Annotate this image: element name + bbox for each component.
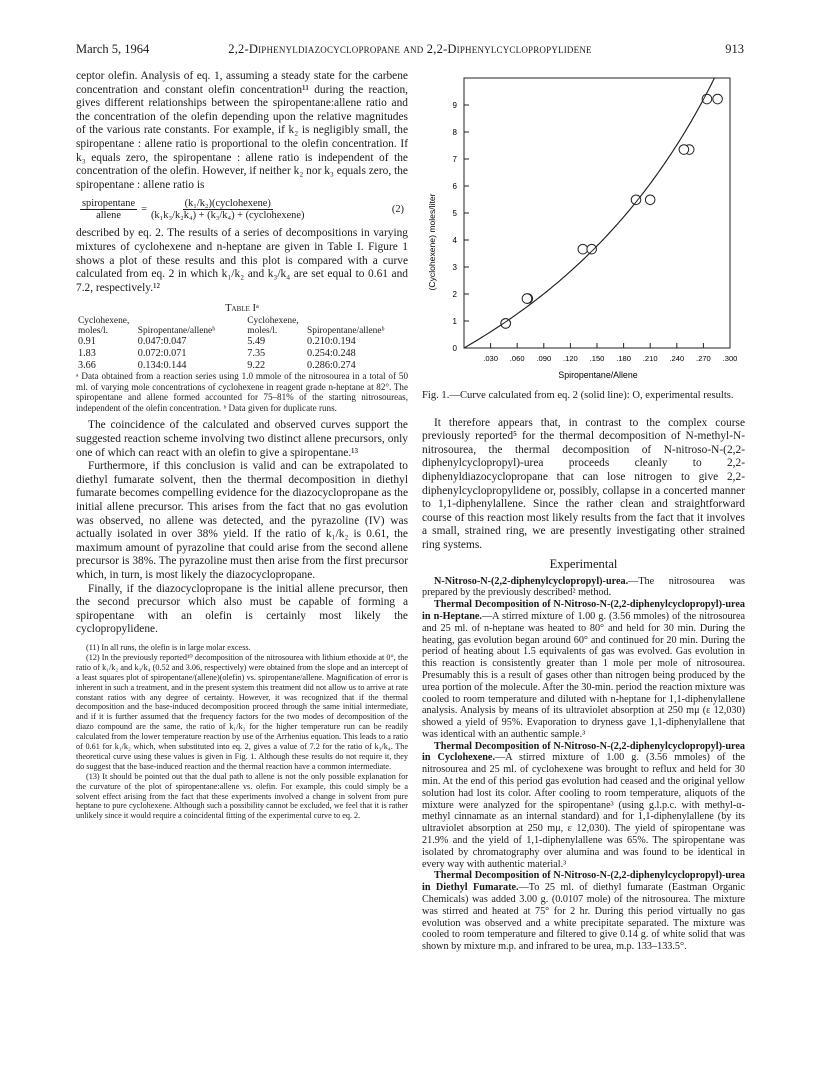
footnote-13: (13) It should be pointed out that the dual path to allene is not the only possible explanation for the curvature of the plot of spiropentane:allene vs. olefin. For example, this could simply be a solvent effect arising from the fact that these experiments involved a change in solvent from pure heptane to pure cyclohexene. Although such a possibility cannot be excluded, we feel that it is rather unlikely since it would require a coincidental fitting of the experimental curve to eq. 2. bbox=[76, 771, 408, 821]
table-cell: 0.91 bbox=[78, 336, 96, 348]
table-cell: 0.210:0.194 bbox=[307, 336, 356, 348]
y-tick-label: 4 bbox=[452, 236, 457, 245]
paragraph: ceptor olefin. Analysis of eq. 1, assuming a steady state for the carbene concentration and constant olefin concentration¹¹ during the reaction, gives different relationships between the spiropentane:allene ratio and the concentration of the olefin depending upon the relative magnitudes of the various rate constants. For example, if k₂ is negligibly small, the spiropentane : allene ratio is proportional to the olefin concentration. If k₃ equals zero, the spiropentane : allene ratio is independent of the concentration of the olefin. However, if neither k₂ nor k₃ equals zero, the spiropentane : allene ratio is bbox=[76, 70, 408, 191]
y-tick-label: 9 bbox=[452, 101, 457, 110]
equation-rhs bbox=[151, 198, 304, 221]
theoretical-curve-overlay bbox=[464, 78, 715, 348]
x-tick-label: .240 bbox=[669, 354, 685, 363]
experimental-body: —To 25 ml. of diethyl fumarate (Eastman Organic Chemicals) was added 3.00 g. (0.0107 mole) of the nitrosourea. The mixture was stirred and heated at 75° for 2 hr. During this period virtually no gas evolution was observed and a white precipitate separated. The mixture was cooled to room temperature and filtered to give 0.14 g. of white solid that was shown by mixture m.p. and infrared to be urea, m.p. 133–133.5°. bbox=[422, 882, 746, 953]
experimental-paragraph bbox=[422, 576, 745, 600]
figure-1-chart bbox=[426, 72, 746, 384]
data-point bbox=[645, 195, 655, 205]
plot-frame bbox=[464, 78, 730, 348]
table-1 bbox=[76, 316, 408, 371]
table-cell: 0.254:0.248 bbox=[307, 347, 356, 359]
experimental-paragraph bbox=[422, 741, 745, 871]
table-cell: 0.286:0.274 bbox=[307, 359, 356, 371]
experimental-body: —The nitrosourea was prepared by the previously described² method. bbox=[422, 575, 745, 599]
x-tick-label: .180 bbox=[616, 354, 631, 363]
x-tick-label: .090 bbox=[536, 354, 552, 363]
experimental-body: —A stirred mixture of 1.00 g. (3.56 mmoles) of the nitrosourea and 25 ml. of n-heptane was heated to 80° and held for 30 min. During the heating, gas evolution began around 60° and continued for 20 min. During the period of heating about 1.5 equivalents of gas was evolved. Gas evolution in this reaction is consistently greater than 1 mole per mole of nitrosourea. Presumably this is a result of gases other than nitrogen being produced by the urea portion of the molecule. After the 30-min. period the reaction mixture was cooled to room temperature and diluted with n-heptane for 1,1-diphenylallene analysis. Analysis by means of its ultraviolet absorption at 250 mμ (ε 12,030) showed a yield of 95%. Evaporation to dryness gave 1,1-diphenylallene that was identical with an authentic sample.³ bbox=[422, 610, 745, 740]
table-cell: 1.83 bbox=[78, 347, 96, 359]
y-tick-label: 7 bbox=[452, 155, 457, 164]
footnote-11: (11) In all runs, the olefin is in large molar excess. bbox=[86, 642, 251, 652]
data-point bbox=[587, 244, 597, 254]
table-cell: 5.49 bbox=[247, 336, 266, 348]
paragraph: described by eq. 2. The results of a series of decompositions in varying mixtures of cyclohexene and n-heptane are given in Table I. Figure 1 shows a plot of these results and this plot is compared with a curve calculated from eq. 2 in which k₁/k₂ and k₃/k₄ are set equal to 0.61 and 7.2, respectively.¹² bbox=[76, 227, 408, 294]
right-column bbox=[422, 390, 745, 953]
footnote-12: (12) In the previously reported¹⁰ decomposition of the nitrosourea with lithium ethoxide at 0°, the ratio of k₁/k₂ and k₃/k₄ (0.52 and 3.06, respectively) were obtained from the slope and an intercept of a least squares plot of spiropentane/(allene)(olefin) vs. spiropentane/allene. Magnification of error is inherent in such a treatment, and in the present system this treatment did not allow us to arrive at rate constant ratios with any degree of certainty. However, it was recognized that if the thermal decomposition and the base-induced decomposition proceed through the same initial intermediate, and if it is further assumed that the frequency factors for the two modes of decomposition of the diazo compound are the same, the ratio of k₁/k₂ for the higher temperature run can be readily calculated from the lower temperature reaction by use of the Arrhenius equation. This leads to a ratio of 0.61 for k₁/k₂ which, when substituted into eq. 2, gives a value of 7.2 for the ratio of k₃/k₄. The theoretical curve using these values is given in Fig. 1. Although these results do not require it, they do suggest that the base-induced reaction and the thermal reaction have a common intermediate. bbox=[76, 652, 408, 771]
x-tick-label: .120 bbox=[563, 354, 578, 363]
table-cell: 3.66 bbox=[78, 359, 96, 371]
x-tick-label: .150 bbox=[589, 354, 605, 363]
experimental-title: Thermal Decomposition of N-Nitroso-N-(2,2-diphenylcyclopropyl)-urea in Diethyl Fumarate. bbox=[422, 870, 745, 894]
y-tick-label: 6 bbox=[452, 182, 457, 191]
data-point bbox=[679, 145, 689, 155]
table-cell: 7.35 bbox=[247, 347, 266, 359]
experimental-paragraph bbox=[422, 870, 745, 953]
eq-equals: = bbox=[141, 204, 147, 216]
equation-2 bbox=[80, 198, 408, 221]
paragraph: Furthermore, if this conclusion is valid and can be extrapolated to diethyl fumarate solvent, then the thermal decomposition in diethyl fumarate becomes compelling evidence for the diazocyclopropane as the initial allene precursor. This arises from the fact that no gas evolution was observed, no allene was detected, and the pyrazoline (IV) was actually isolated in over 38% yield. If the ratio of k₁/k₂ is 0.61, the maximum amount of pyrazoline that could arise from the second allene precursor is 38%. The pyrazoline must then arise from the first precursor which, in turn, is most likely the diazocyclopropane. bbox=[76, 460, 408, 581]
header-date: March 5, 1964 bbox=[76, 42, 150, 56]
y-tick-label: 2 bbox=[452, 290, 457, 299]
paragraph: Finally, if the diazocyclopropane is the initial allene precursor, then the second precursor which also must be capable of forming a spiropentane with an olefin is certainly most likely the cyclopropylidene. bbox=[76, 582, 408, 636]
y-axis-label: (Cyclohexene) moles/liter bbox=[427, 193, 437, 291]
experimental-paragraph bbox=[422, 599, 745, 741]
table-header: Cyclohexene, moles/l. bbox=[78, 316, 130, 337]
x-axis-label: Spiropentane/Allene bbox=[558, 370, 638, 380]
table-cell: 0.047:0.047 bbox=[137, 336, 187, 348]
y-tick-label: 8 bbox=[452, 128, 457, 137]
eq-rhs-numerator: (k₁/k₂)(cyclohexene) bbox=[184, 198, 271, 210]
header-title: 2,2-Diphenyldiazocyclopropane and 2,2-Diphenylcyclopropylidene bbox=[228, 42, 592, 56]
y-tick-label: 1 bbox=[452, 317, 457, 326]
y-tick-label: 0 bbox=[452, 344, 457, 353]
chart-svg bbox=[426, 72, 746, 384]
section-heading: Experimental bbox=[549, 556, 618, 571]
eq-rhs-denominator: (k₁k₃/k₂k₄) + (k₃/k₄) + (cyclohexene) bbox=[150, 210, 305, 222]
table-header: Cyclohexene, moles/l. bbox=[247, 316, 299, 337]
table-cell: 0.134:0.144 bbox=[137, 359, 187, 371]
equation-lhs bbox=[80, 198, 137, 221]
table-footnote: ᵃ Data obtained from a reaction series using 1.0 mmole of the nitrosourea in a total of 50 ml. of varying mole concentrations of cyclohexene in reagent grade n-heptane at 82°. The spiropentane and allene formed accounted for 75–81% of the starting nitrosoureas, independent of the olefin concentration. ᵇ Data given for duplicate runs. bbox=[76, 371, 408, 413]
experimental-title: N-Nitroso-N-(2,2-diphenylcyclopropyl)-urea. bbox=[434, 575, 629, 587]
table-row bbox=[76, 360, 408, 372]
table-row bbox=[76, 336, 408, 348]
table-header: Spiropentane/alleneᵇ bbox=[137, 326, 216, 337]
header-page-number: 913 bbox=[725, 42, 744, 56]
x-tick-label: .060 bbox=[509, 354, 525, 363]
figure-caption: Fig. 1.—Curve calculated from eq. 2 (solid line): O, experimental results. bbox=[422, 390, 734, 401]
left-column bbox=[76, 70, 408, 821]
table-row bbox=[76, 348, 408, 360]
theoretical-curve bbox=[464, 78, 715, 348]
data-point bbox=[631, 195, 641, 205]
experimental-body: —A stirred mixture of 1.00 g. (3.56 mmoles) of the nitrosourea and 25 ml. of cyclohexene was brought to reflux and held for 30 min. At the end of this period gas evolution had ceased and the original yellow solution had lost its color. After cooling to room temperature, aliquots of the mixture were analyzed for the spiropentane³ (using g.l.p.c. with methyl-α-methyl cinnamate as an internal standard) and for 1,1-diphenylallene (by its ultraviolet absorption at 250 mμ, ε 12,030). The yield of spiropentane was 21.9% and the yield of 1,1-diphenylallene was 65%. The spiropentane was isolated by chromatography over alumina and was found to be identical in every way with authentic material.³ bbox=[422, 752, 745, 870]
table-cell: 9.22 bbox=[247, 359, 266, 371]
x-tick-label: .030 bbox=[483, 354, 498, 363]
y-tick-label: 5 bbox=[452, 209, 457, 218]
x-tick-label: .300 bbox=[722, 354, 738, 363]
eq-lhs-denominator: allene bbox=[96, 210, 121, 222]
x-tick-label: .270 bbox=[696, 354, 711, 363]
paragraph: It therefore appears that, in contrast to the complex course previously reported⁵ for the thermal decomposition of N-methyl-N-nitrosourea, the thermal decomposition of N-nitroso-N-(2,2-diphenylcyclopropyl)-urea proceeds cleanly to 2,2-diphenyldiazocyclopropane that can lose nitrogen to give 2,2-diphenylcyclopropylidene or, possibly, collapse in a concerted manner to 1,1-diphenylallene. Since the rather clean and straightforward course of this reaction most likely results from the fact that it involves a small, strained ring, we are presently investigating other strained ring systems. bbox=[422, 416, 745, 551]
table-header-row bbox=[76, 316, 408, 336]
paragraph: The coincidence of the calculated and observed curves support the suggested reaction scheme involving two distinct allene precursors, only one of which can react with an olefin to give a spiropentane.¹³ bbox=[76, 419, 408, 459]
table-header: Spiropentane/alleneᵇ bbox=[307, 326, 385, 337]
table-title: Table Iᵃ bbox=[225, 303, 259, 315]
data-point bbox=[578, 244, 588, 254]
experimental-title: Thermal Decomposition of N-Nitroso-N-(2,2-diphenylcyclopropyl)-urea in Cyclohexene. bbox=[422, 740, 745, 764]
eq-lhs-numerator: spiropentane bbox=[82, 198, 136, 210]
data-point bbox=[713, 94, 723, 104]
data-point bbox=[522, 294, 532, 304]
table-cell: 0.072:0.071 bbox=[137, 347, 187, 359]
y-tick-label: 3 bbox=[452, 263, 457, 272]
x-tick-label: .210 bbox=[642, 354, 658, 363]
eq-label: (2) bbox=[391, 204, 404, 216]
experimental-title: Thermal Decomposition of N-Nitroso-N-(2,2-diphenylcyclopropyl)-urea in n-Heptane. bbox=[422, 599, 745, 622]
